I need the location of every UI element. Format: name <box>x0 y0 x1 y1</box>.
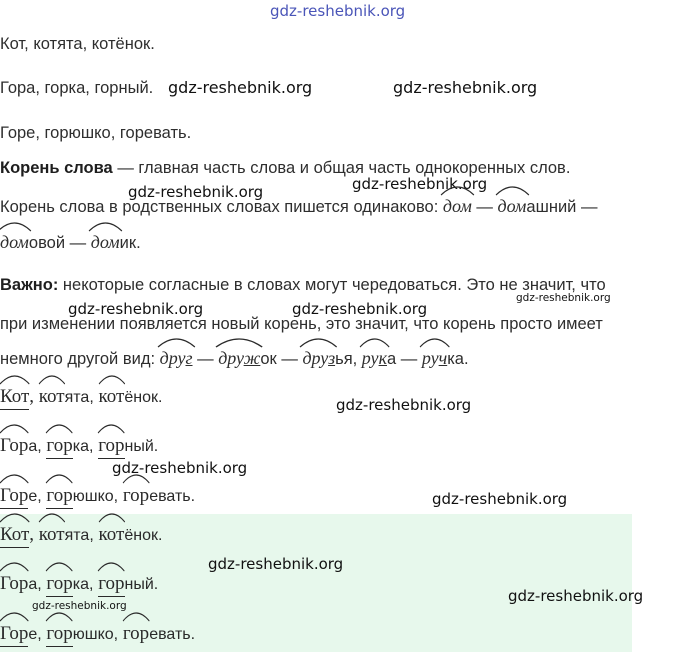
morph-line-gore-highlight: Горе, горюшко, горевать. <box>0 622 195 647</box>
watermark: gdz-reshebnik.org <box>292 300 428 318</box>
morph-line-kot: Кот, котята, котёнок. <box>0 385 162 410</box>
watermark: gdz-reshebnik.org <box>270 2 406 20</box>
root-mark: гор <box>46 484 72 509</box>
same-spelling-line-2: домовой — домик. <box>0 232 141 253</box>
root-example: друг <box>160 348 193 368</box>
watermark: gdz-reshebnik.org <box>352 175 488 193</box>
important-text: некоторые согласные в словах могут чередоваться. Это не значит, что <box>58 276 606 294</box>
morph-line-kot-highlight: Кот, котята, котёнок. <box>0 523 162 548</box>
morph-line-gore: Горе, горюшко, горевать. <box>0 484 195 509</box>
watermark: gdz-reshebnik.org <box>128 183 264 201</box>
root-example: друж <box>218 348 260 368</box>
root-mark: Кот <box>0 523 29 548</box>
root-mark: гор <box>98 572 124 597</box>
text-line-cats: Кот, котята, котёнок. <box>0 35 155 53</box>
same-spelling-text: Корень слова в родственных словах пишется одинаково: <box>0 198 443 216</box>
root-mark: кот <box>39 523 65 547</box>
watermark: gdz-reshebnik.org <box>508 587 644 605</box>
root-example: дом <box>91 232 120 252</box>
root-mark: Гор <box>0 484 28 509</box>
root-mark: Гор <box>0 572 28 596</box>
definition-text: — главная часть слова и общая часть однокоренных слов. <box>112 159 571 177</box>
root-example: рук <box>362 348 387 368</box>
watermark: gdz-reshebnik.org <box>516 292 611 304</box>
watermark: gdz-reshebnik.org <box>432 490 568 508</box>
watermark: gdz-reshebnik.org <box>112 459 248 477</box>
root-mark: Кот <box>0 385 29 410</box>
morph-line-gora-highlight: Гора, горка, горный. <box>0 572 158 597</box>
root-mark: кот <box>39 385 65 409</box>
same-spelling-line: Корень слова в родственных словах пишется одинаково: дом — домашний — <box>0 196 597 217</box>
root-mark: Гор <box>0 434 28 458</box>
important-line-2: при изменении появляется новый корень, это значит, что корень просто имеет <box>0 315 603 333</box>
root-mark: гор <box>46 572 72 597</box>
watermark: gdz-reshebnik.org <box>393 78 538 97</box>
morph-line-gora: Гора, горка, горный. <box>0 434 158 459</box>
text-line-mountain: Гора, горка, горный. <box>0 79 154 97</box>
root-mark: гор <box>46 622 72 647</box>
root-example: руч <box>422 348 447 368</box>
root-mark: гор <box>98 434 124 459</box>
root-mark: гор <box>123 622 149 646</box>
text-line-grief: Горе, горюшко, горевать. <box>0 124 192 142</box>
watermark: gdz-reshebnik.org <box>208 555 344 573</box>
watermark: gdz-reshebnik.org <box>336 396 472 414</box>
important-line-3: немного другой вид: друг — дружок — друзья, рука — ручка. <box>0 348 469 369</box>
root-example: друз <box>302 348 335 368</box>
root-example: дом <box>443 196 472 216</box>
root-mark: кот <box>99 385 125 409</box>
important-line <box>0 275 606 295</box>
watermark: gdz-reshebnik.org <box>68 300 204 318</box>
root-mark: гор <box>46 434 72 459</box>
watermark: gdz-reshebnik.org <box>32 600 127 612</box>
root-example: дом <box>498 196 527 216</box>
watermark: gdz-reshebnik.org <box>168 78 313 97</box>
root-mark: кот <box>99 523 125 547</box>
important-term: Важно: <box>0 276 59 294</box>
root-mark: Гор <box>0 622 28 647</box>
root-example: дом <box>0 232 29 252</box>
definition-term: Корень слова <box>0 159 113 177</box>
root-mark: гор <box>123 484 149 508</box>
